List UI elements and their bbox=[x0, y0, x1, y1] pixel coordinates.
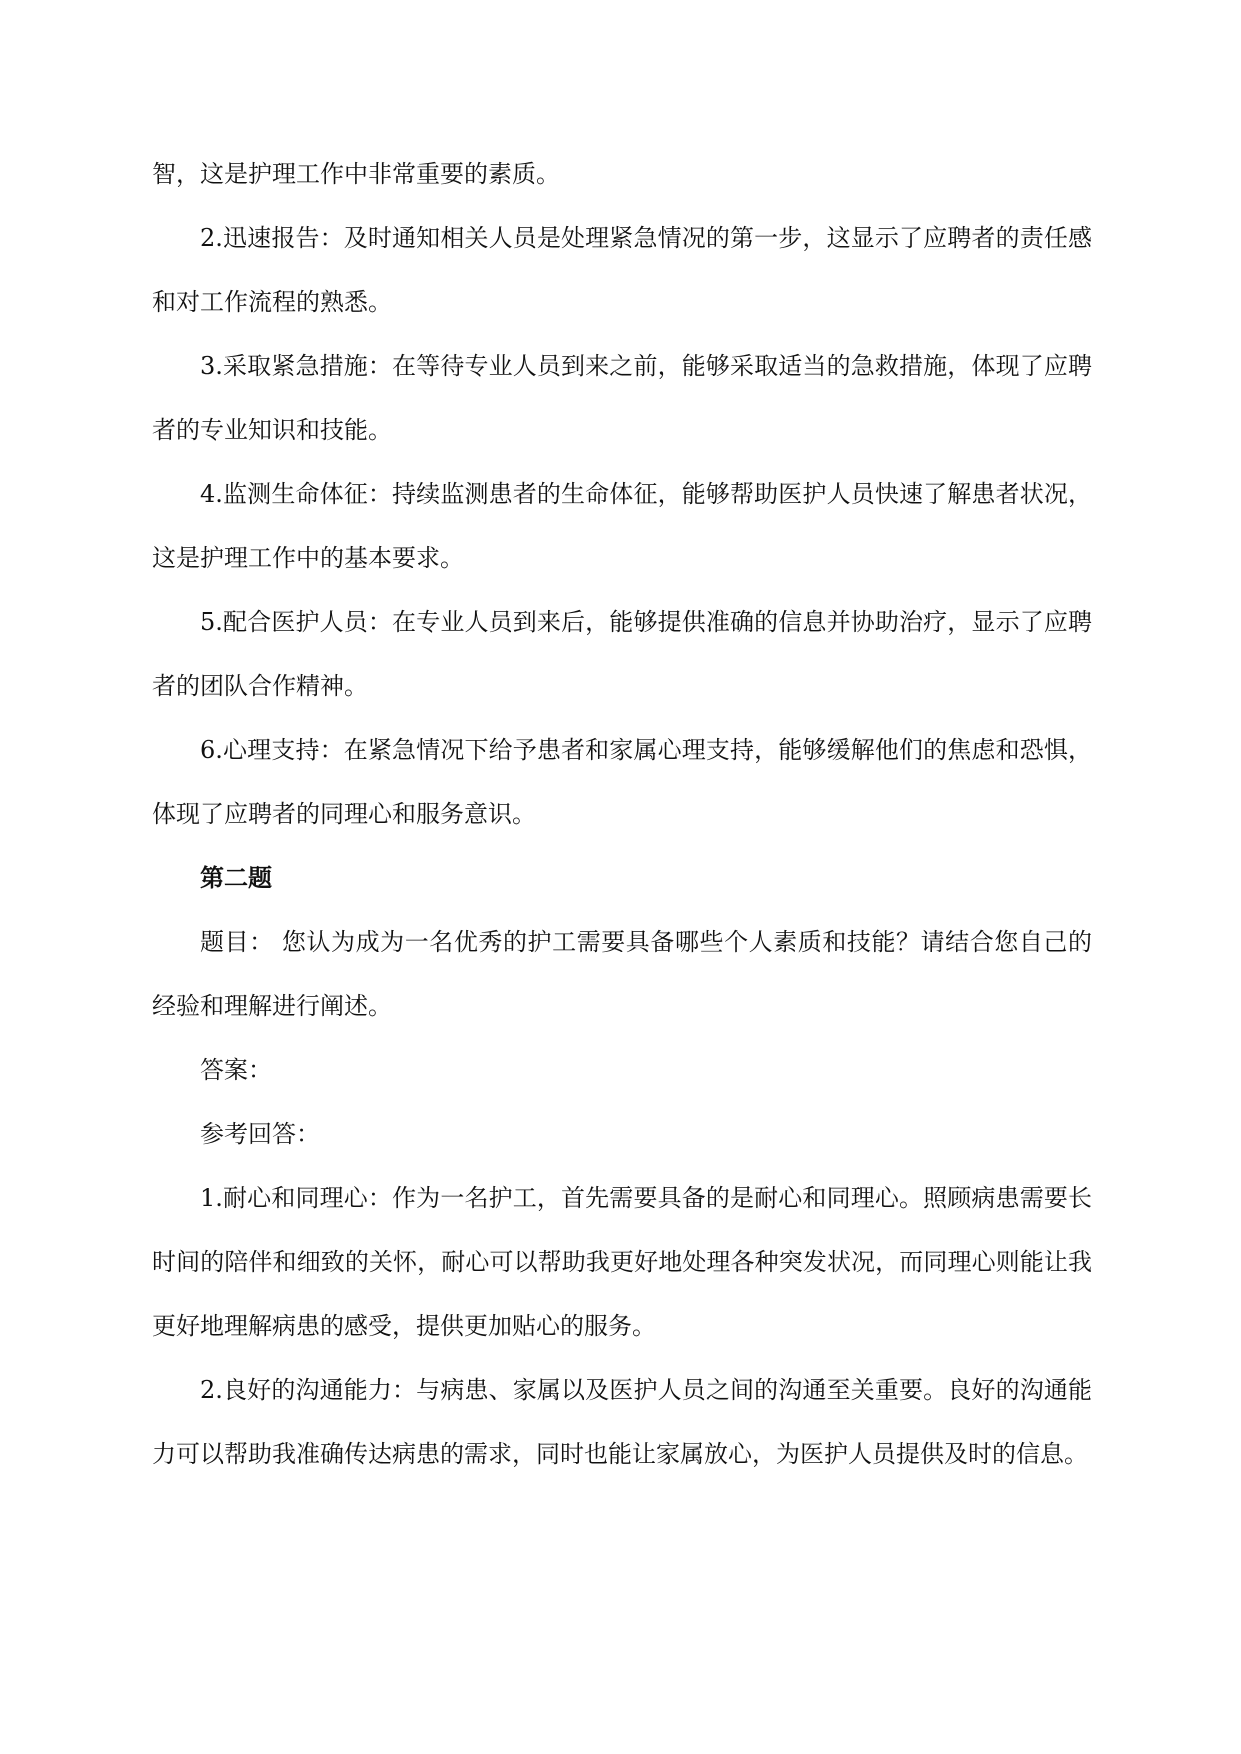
paragraph-rapid-report: 2.迅速报告：及时通知相关人员是处理紧急情况的第一步，这显示了应聘者的责任感和对工作流程的熟悉。 bbox=[152, 224, 1092, 316]
section-heading: 第二题 bbox=[200, 863, 272, 892]
paragraph-emergency-measures: 3.采取紧急措施：在等待专业人员到来之前，能够采取适当的急救措施，体现了应聘者的专业知识和技能。 bbox=[152, 352, 1092, 444]
answer-label: 答案： bbox=[200, 1056, 272, 1084]
answer-paragraph-patience: 1.耐心和同理心：作为一名护工，首先需要具备的是耐心和同理心。照顾病患需要长时间的陪伴和细致的关怀，耐心可以帮助我更好地处理各种突发状况，而同理心则能让我更好地理解病患的感受，提供更加贴心的服务。 bbox=[152, 1184, 1092, 1340]
paragraph-vital-signs: 4.监测生命体征：持续监测患者的生命体征，能够帮助医护人员快速了解患者状况，这是护理工作中的基本要求。 bbox=[152, 480, 1092, 572]
document-body bbox=[152, 142, 1092, 1486]
paragraph-psychological-support: 6.心理支持：在紧急情况下给予患者和家属心理支持，能够缓解他们的焦虑和恐惧，体现了应聘者的同理心和服务意识。 bbox=[152, 736, 1092, 828]
paragraph-continuation: 智，这是护理工作中非常重要的素质。 bbox=[152, 160, 560, 188]
reference-answer-label: 参考回答： bbox=[200, 1120, 320, 1148]
question-text: 题目： 您认为成为一名优秀的护工需要具备哪些个人素质和技能？请结合您自己的经验和理解进行阐述。 bbox=[152, 928, 1092, 1020]
paragraph-cooperate-staff: 5.配合医护人员：在专业人员到来后，能够提供准确的信息并协助治疗，显示了应聘者的团队合作精神。 bbox=[152, 608, 1092, 700]
answer-paragraph-communication: 2.良好的沟通能力：与病患、家属以及医护人员之间的沟通至关重要。良好的沟通能力可以帮助我准确传达病患的需求，同时也能让家属放心，为医护人员提供及时的信息。 bbox=[152, 1376, 1092, 1468]
